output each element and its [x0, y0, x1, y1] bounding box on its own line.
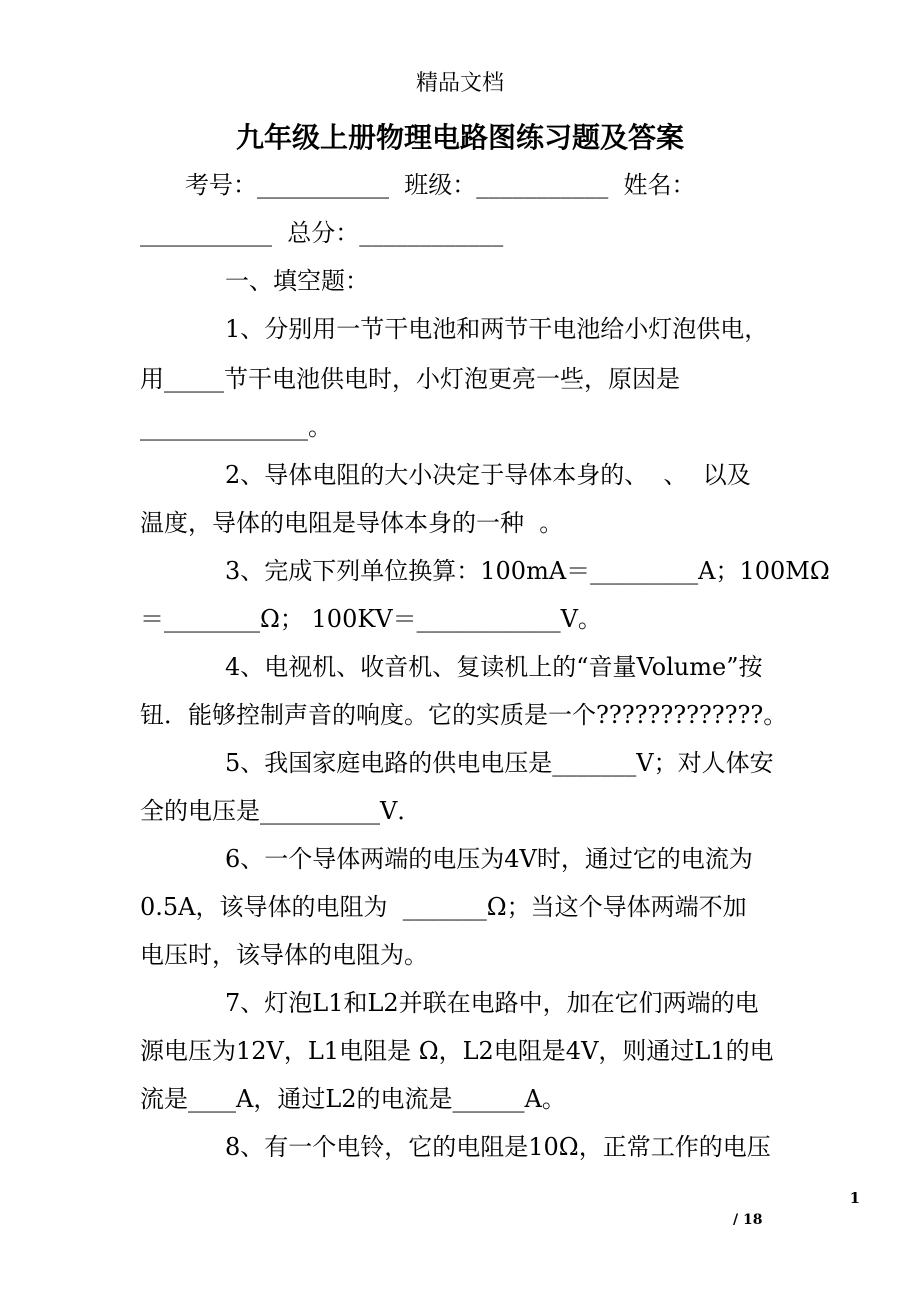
question-5-line-1: 5、我国家庭电路的供电电压是_______V；对人体安 [225, 749, 774, 777]
question-4-line-2: 钮．能够控制声音的响度。它的实质是一个?????????????。 [140, 701, 788, 729]
question-5-line-2: 全的电压是__________V． [140, 797, 422, 825]
question-3-line-2: ＝________Ω； 100KV＝____________V。 [140, 605, 602, 633]
question-7-line-2: 源电压为12V，L1电阻是 Ω，L2电阻是4V，则通过L1的电 [140, 1037, 774, 1065]
question-1-line-3: ______________。 [140, 413, 332, 441]
question-6-line-1: 6、一个导体两端的电压为4V时，通过它的电流为 [225, 845, 753, 873]
document-header-label: 精品文档 [415, 71, 504, 96]
question-2-line-2: 温度，导体的电阻是导体本身的一种 。 [140, 509, 564, 537]
form-row-exam-class-name: 考号：___________ 班级：___________ 姓名： [185, 171, 696, 199]
question-4-line-1: 4、电视机、收音机、复读机上的“音量Volume”按 [225, 653, 763, 681]
question-1-line-1: 1、分别用一节干电池和两节干电池给小灯泡供电， [225, 315, 769, 343]
question-7-line-1: 7、灯泡L1和L2并联在电路中，加在它们两端的电 [225, 989, 759, 1017]
question-2-line-1: 2、导体电阻的大小决定于导体本身的、 、 以及 [225, 461, 751, 489]
question-6-line-3: 电压时，该导体的电阻为。 [140, 941, 428, 969]
question-1-line-2: 用_____节干电池供电时，小灯泡更亮一些，原因是 [140, 365, 680, 393]
section-heading: 一、填空题： [225, 267, 369, 295]
question-8-line-1: 8、有一个电铃，它的电阻是10Ω，正常工作的电压 [225, 1133, 771, 1161]
page-number: 1 [849, 1189, 860, 1207]
form-row-total-score: ___________ 总分：____________ [140, 219, 504, 247]
question-6-line-2: 0.5A，该导体的电阻为 _______Ω；当这个导体两端不加 [140, 893, 747, 921]
page-total: / 18 [733, 1212, 763, 1228]
document-title: 九年级上册物理电路图练习题及答案 [235, 121, 684, 154]
question-3-line-1: 3、完成下列单位换算：100mA＝_________A；100MΩ [225, 557, 830, 585]
question-7-line-3: 流是____A，通过L2的电流是______A。 [140, 1085, 566, 1113]
